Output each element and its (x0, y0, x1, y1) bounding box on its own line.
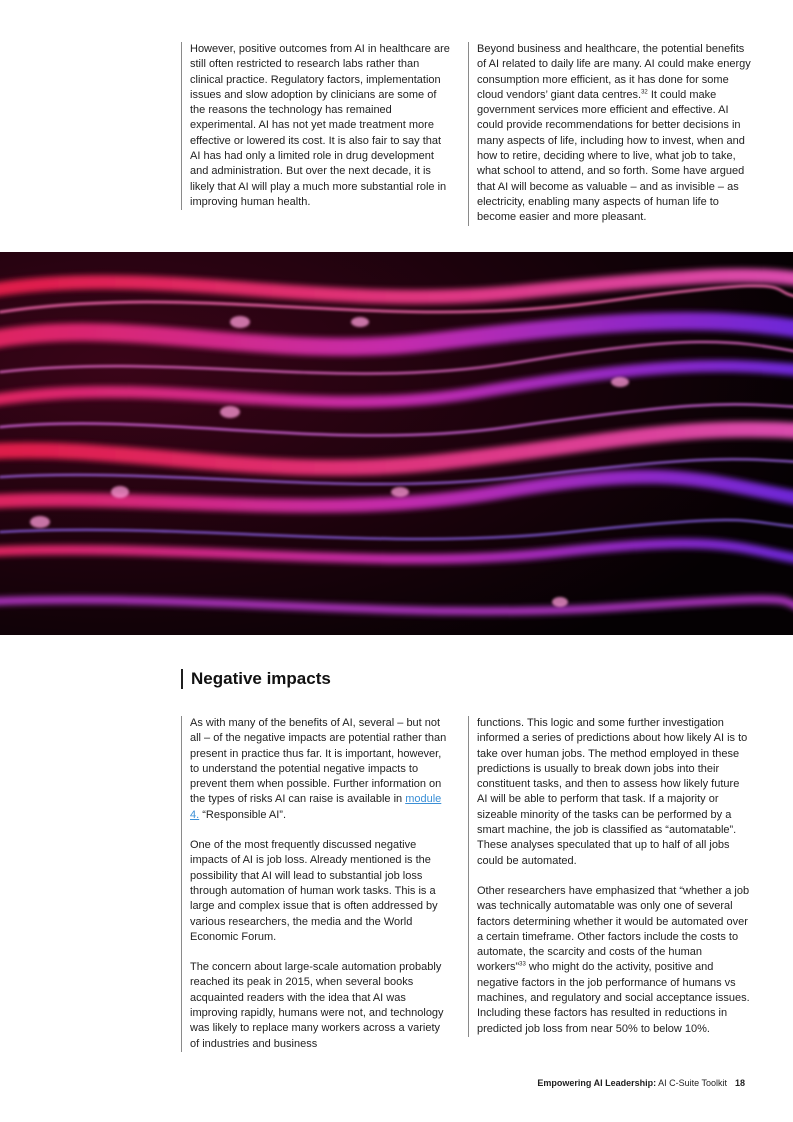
daily-life-paragraph (477, 42, 751, 226)
section-heading: Negative impacts (181, 669, 331, 689)
negative-impacts-paragraph-3: The concern about large-scale automation probably reached its peak in 2015, when several books acquainted readers with the idea that AI was improving rapidly, humans were not, and technology was likely to replace many workers across a variety of industries and business (190, 961, 444, 1050)
paragraph-1-suffix: “Responsible AI”. (199, 808, 287, 821)
footnote-ref-32[interactable]: 32 (641, 89, 648, 96)
page-footer (537, 1077, 745, 1089)
bottom-right-column (468, 716, 751, 1037)
bottom-left-column (181, 716, 452, 1052)
healthcare-paragraph: However, positive outcomes from AI in healthcare are still often restricted to research labs rather than clinical practice. Regulatory factors, implementation issues and slow adoption by clinicians are some of the reasons the technology has remained experimental. AI has not yet made treatment more effective or lowered its cost. It is also fair to say that AI has had only a limited role in drug development and administration. But over the next decade, it is likely that AI will play a much more substantial role in improving human health. (190, 43, 450, 208)
paragraph-5-text-1: Other researchers have emphasized that “whether a job was technically automatable was only one of several factors determining whether it would be automated over a certain timeframe. Other factors include the costs to automate, the scarcity and costs of the human workers” (477, 884, 750, 974)
footer-title-bold: Empowering AI Leadership: (537, 1078, 657, 1088)
daily-life-text-2: It could make government services more efficient and effective. AI could provide recommendations for better decisions in many aspects of life, including how to invest, when and how to retire, deciding where to live, what job to take, what school to attend, and so forth. Some have argued that AI will become as valuable – and as invisible – as electricity, enabling many aspects of human life to become easier and more pleasant. (477, 88, 745, 224)
negative-impacts-paragraph-1 (190, 716, 452, 823)
negative-impacts-paragraph-4: functions. This logic and some further investigation informed a series of predictions about how likely AI is to take over human jobs. The method employed in these predictions is usually to break down jobs into their constituent tasks, and then to assess how likely future AI will be able to perform that task. If a majority or sizeable minority of the tasks can be performed by a smart machine, the job is classified as “automatable”. These analyses speculated that up to half of all jobs could be automated. (477, 717, 748, 867)
paragraph-5-text-2: who might do the activity, positive and negative factors in the job performance of humans vs machines, and regulatory and social acceptance issues. Including these factors has resulted in reductions in predicted job loss from near 50% to below 10%. (477, 961, 750, 1035)
light-trails-photo (0, 252, 793, 635)
negative-impacts-paragraph-2: One of the most frequently discussed negative impacts of AI is job loss. Already mentioned is the possibility that AI will lead to substantial job loss through automation of human work tasks. This is a large and complex issue that is often addressed by various researchers, the media and the World Economic Forum. (190, 839, 438, 943)
footnote-ref-33[interactable]: 33 (519, 961, 526, 968)
page-number: 18 (734, 1078, 745, 1088)
footer-title-rest: AI C-Suite Toolkit (656, 1078, 727, 1088)
light-trails-image (0, 252, 793, 635)
paragraph-1-text: As with many of the benefits of AI, several – but not all – of the negative impacts are potential rather than present in practice thus far. It is important, however, to understand the potential negative impacts to prevent them when possible. Further information on the types of risks AI can raise is available in (190, 717, 447, 806)
top-right-column (468, 42, 751, 226)
top-left-column (181, 42, 452, 210)
negative-impacts-paragraph-5 (477, 884, 751, 1037)
module-4-link[interactable]: module 4. (190, 793, 442, 821)
daily-life-text-1: Beyond business and healthcare, the potential benefits of AI related to daily life are many. AI could make energy consumption more efficient, as it has done for some cloud vendors’ giant data centres. (477, 43, 751, 101)
